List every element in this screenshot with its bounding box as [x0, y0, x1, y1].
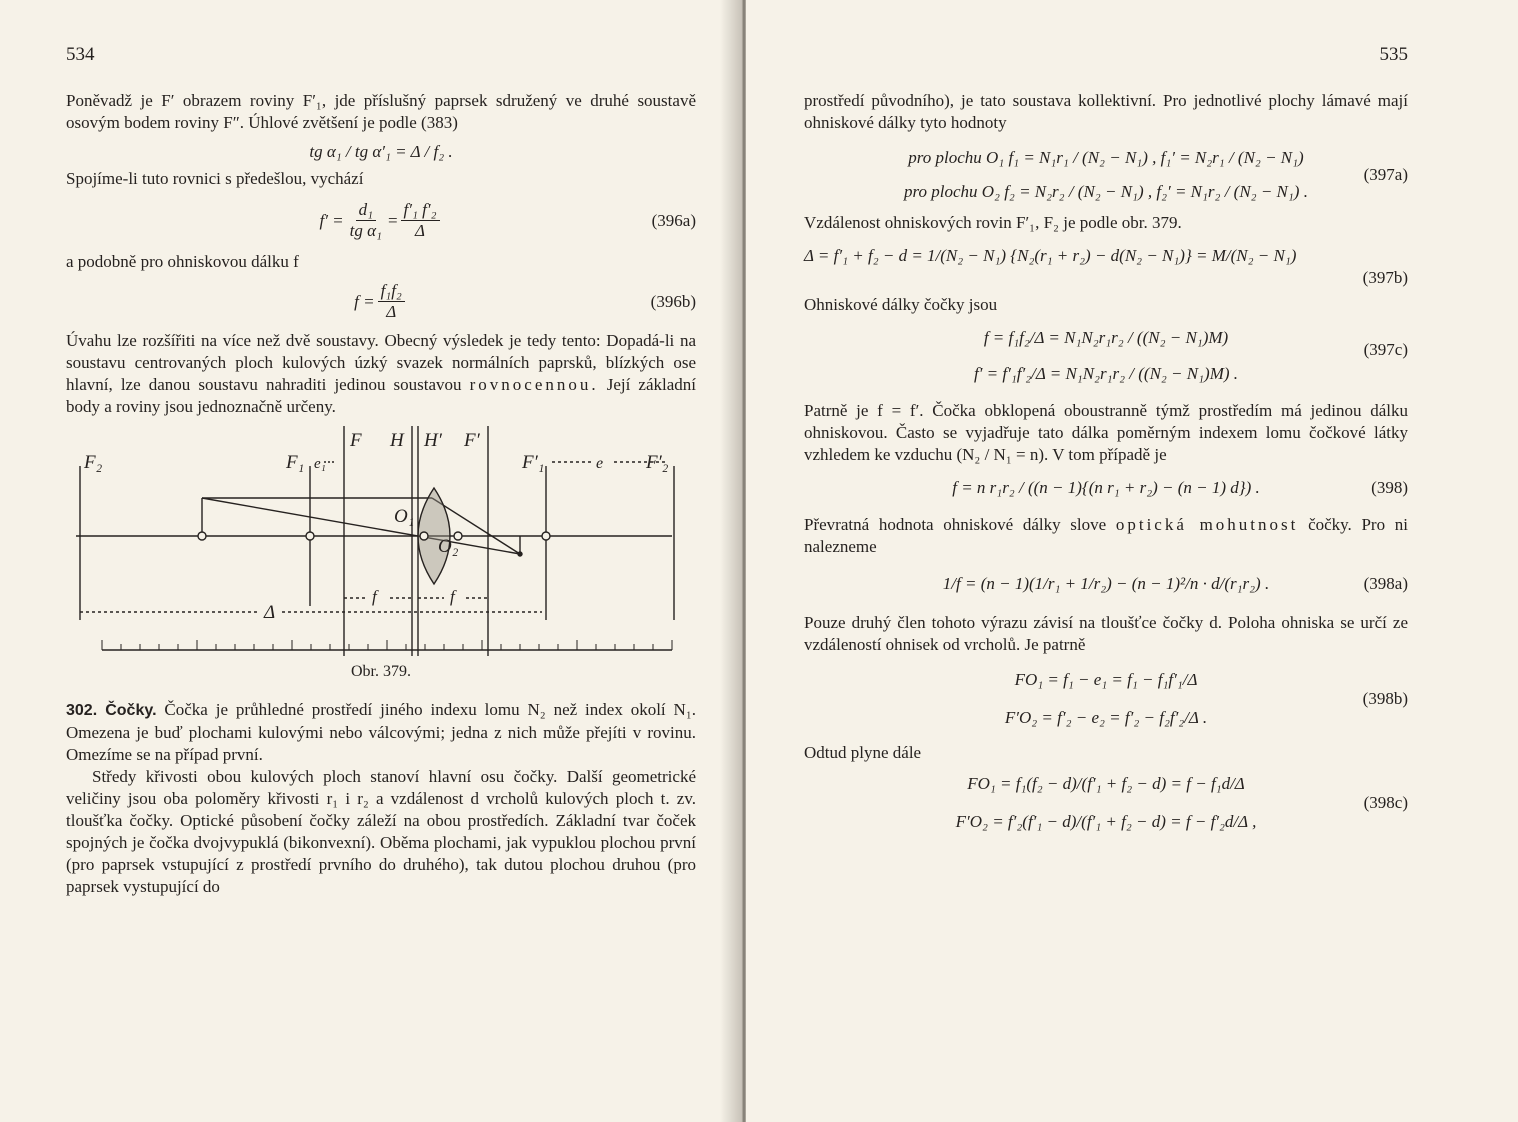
- page-number-right: 535: [1379, 44, 1408, 65]
- equals-sign: =: [387, 210, 398, 230]
- paragraph: prostředí původního), je tato soustava kollektivní. Pro jednotlivé plochy lámavé mají ohniskové dálky tyto hodnoty: [804, 91, 1408, 132]
- eq-lhs: f′ =: [319, 210, 344, 230]
- numerator: f′₁ f′₂: [401, 200, 440, 221]
- label-F1p: F′₁: [522, 452, 545, 473]
- numerator: d₁: [356, 200, 376, 221]
- equation-text: tg α₁ / tg α′₁ = Δ / f₂ .: [309, 142, 453, 161]
- text-run: Čočka je průhledné prostředí jiného indexu lomu N₂ než index okolí N₁. Omezena je buď plochami kulovými nebo válcovými; jedna z nich může přejíti v rovinu. Omezíme se na případ první.: [66, 700, 697, 764]
- paragraph: Pouze druhý člen tohoto výrazu závisí na tloušťce čočky d. Poloha ohniska se určí ze vzdáleností ohnisek od vrcholů. Je patrně: [804, 613, 1408, 654]
- paragraph: Vzdálenost ohniskových rovin F′₁, F₂ je podle obr. 379.: [804, 213, 1182, 232]
- equation-number: (397b): [1362, 268, 1408, 287]
- equation-398b: [804, 670, 1408, 728]
- spaced-text: rovnocennou.: [469, 375, 599, 394]
- equation-row: f′ = f′₁f′₂/Δ = N₁N₂r₁r₂ / ((N₂ − N₁)M) .: [973, 364, 1239, 383]
- equation-398: [804, 478, 1408, 498]
- ray-oblique: [202, 498, 520, 554]
- equation-row: pro plochu O₁ f₁ = N₁r₁ / (N₂ − N₁) , f₁′ = N₂r₁ / (N₂ − N₁): [908, 148, 1304, 167]
- equation-number: (398b): [1362, 689, 1408, 708]
- fraction: [401, 200, 440, 241]
- equation-396b: [66, 281, 696, 322]
- right-page: [746, 0, 1518, 1122]
- paragraph: Spojíme-li tuto rovnici s předešlou, vychází: [66, 169, 364, 188]
- label-Hp: H′: [424, 430, 442, 451]
- label-H: H: [390, 430, 404, 451]
- label-F1: F₁: [286, 452, 305, 473]
- section-heading: 302. Čočky.: [66, 702, 157, 719]
- equation-397c: [804, 328, 1408, 384]
- text-run: Její základní body a roviny jsou jednoznačně určeny.: [66, 375, 697, 416]
- equation-row: f = f₁f₂/Δ = N₁N₂r₁r₂ / ((N₂ − N₁)M): [983, 328, 1229, 347]
- label-O1: O₁: [394, 506, 415, 527]
- equation-398c: [804, 774, 1408, 832]
- equation-397a: [804, 148, 1408, 202]
- lens-diagram: [72, 426, 682, 656]
- numerator: f₁f₂: [378, 281, 405, 302]
- paragraph: [804, 514, 1408, 558]
- text-run: Úvahu lze rozšířiti na více než dvě soustavy. Obecný výsledek je tedy tento: Dopadá-li na soustavu centrovaných ploch kulových úzký svazek normálních paprsků, blízkých ose hlavní, lze danou soustavu nahraditi jedinou soustavou: [66, 331, 696, 394]
- equation-397b: [804, 246, 1408, 288]
- label-e1: e₁: [314, 456, 326, 472]
- equation-398a: [804, 574, 1408, 594]
- page-number-left: 534: [66, 44, 95, 65]
- label-Fp: F′: [464, 430, 480, 451]
- eq-lhs: f =: [354, 291, 375, 311]
- equation-number: (398): [1371, 478, 1408, 497]
- equation-row: FO₁ = f₁(f₂ − d)/(f′₁ + f₂ − d) = f − f₁d/Δ: [967, 774, 1245, 793]
- label-delta: Δ: [264, 602, 276, 623]
- figure-379: [72, 426, 696, 661]
- label-F2: F₂: [84, 452, 103, 473]
- left-page: [0, 0, 742, 1122]
- equation-row: Δ = f′₁ + f₂ − d = 1/(N₂ − N₁) {N₂(r₁ + r₂) − d(N₂ − N₁)} = M/(N₂ − N₁): [804, 246, 1297, 265]
- equation-number: (398c): [1363, 793, 1408, 812]
- label-F: F: [350, 430, 362, 451]
- equation-row: pro plochu O₂ f₂ = N₂r₂ / (N₂ − N₁) , f₂′ = N₁r₂ / (N₂ − N₁) .: [904, 182, 1308, 201]
- fraction: [378, 281, 405, 322]
- denominator: tg α₁: [349, 221, 382, 240]
- label-e: e: [596, 455, 604, 472]
- equation-396a: [66, 200, 696, 241]
- denominator: Δ: [386, 302, 397, 321]
- paragraph: Středy křivosti obou kulových ploch stanoví hlavní osu čočky. Další geometrické veličiny jsou oba poloměry křivosti r₁ i r₂ a vzdálenost d vrcholů kulových ploch t. zv. tloušťka čočky. Optické působení čočky záleží na obou prostředích. Základní tvar čoček spojných je čočka dvojvypuklá (bikonvexní). Oběma plochami, jak vypuklou plochou první (pro paprsek vstupující z prostředí prvního do druhého), tak dutou plochou druhou (pro paprsek vystupující do: [66, 767, 696, 896]
- equation: [66, 142, 696, 162]
- equation-row: f = n r₁r₂ / ((n − 1){(n r₁ + r₂) − (n − 1) d}) .: [952, 478, 1260, 497]
- paragraph: Ohniskové dálky čočky jsou: [804, 295, 998, 314]
- paragraph: [66, 330, 696, 418]
- paragraph: Patrně je f = f′. Čočka obklopená oboustranně týmž prostředím má jedinou dálku ohniskovou. Často se vyjadřuje tato dálka poměrným indexem lomu čočkové látky vzhledem ke vzduchu (N₂ / N₁ = n). V tom případě je: [804, 401, 1408, 464]
- denominator: Δ: [415, 221, 426, 240]
- equation-number: (397a): [1363, 165, 1408, 184]
- paragraph: a podobně pro ohniskovou dálku f: [66, 252, 299, 271]
- equation-row: FO₁ = f₁ − e₁ = f₁ − f₁f′₁/Δ: [1014, 670, 1198, 689]
- label-F2p: F′₂: [646, 452, 669, 473]
- equation-number: (397c): [1363, 340, 1408, 359]
- equation-number: (398a): [1363, 574, 1408, 593]
- equation-number: (396b): [650, 291, 696, 311]
- figure-caption: Obr. 379.: [351, 663, 411, 680]
- spaced-text: optická mohutnost: [1115, 515, 1299, 534]
- paragraph: Odtud plyne dále: [804, 743, 922, 762]
- text-run: Převratná hodnota ohniskové dálky slove: [804, 515, 1107, 534]
- fraction: [347, 200, 385, 241]
- equation-row: F′O₂ = f′₂ − e₂ = f′₂ − f₂f′₂/Δ .: [1004, 708, 1208, 727]
- text-run: čočky. Pro ni nalezneme: [804, 515, 1409, 556]
- section-paragraph: [66, 699, 696, 766]
- equation-number: (396a): [651, 210, 696, 230]
- equation-row: 1/f = (n − 1)(1/r₁ + 1/r₂) − (n − 1)²/n · d/(r₁r₂) .: [942, 574, 1270, 593]
- equation-row: F′O₂ = f′₂(f′₁ − d)/(f′₁ + f₂ − d) = f − f′₂d/Δ ,: [955, 812, 1257, 831]
- paragraph: Poněvadž je F′ obrazem roviny F′₁, jde příslušný paprsek sdružený ve druhé soustavě osovým bodem roviny F″. Úhlové zvětšení je podle (383): [66, 91, 696, 132]
- label-f-left: f: [372, 587, 377, 606]
- label-O2: O₂: [438, 536, 459, 557]
- label-f-right: f: [450, 587, 455, 606]
